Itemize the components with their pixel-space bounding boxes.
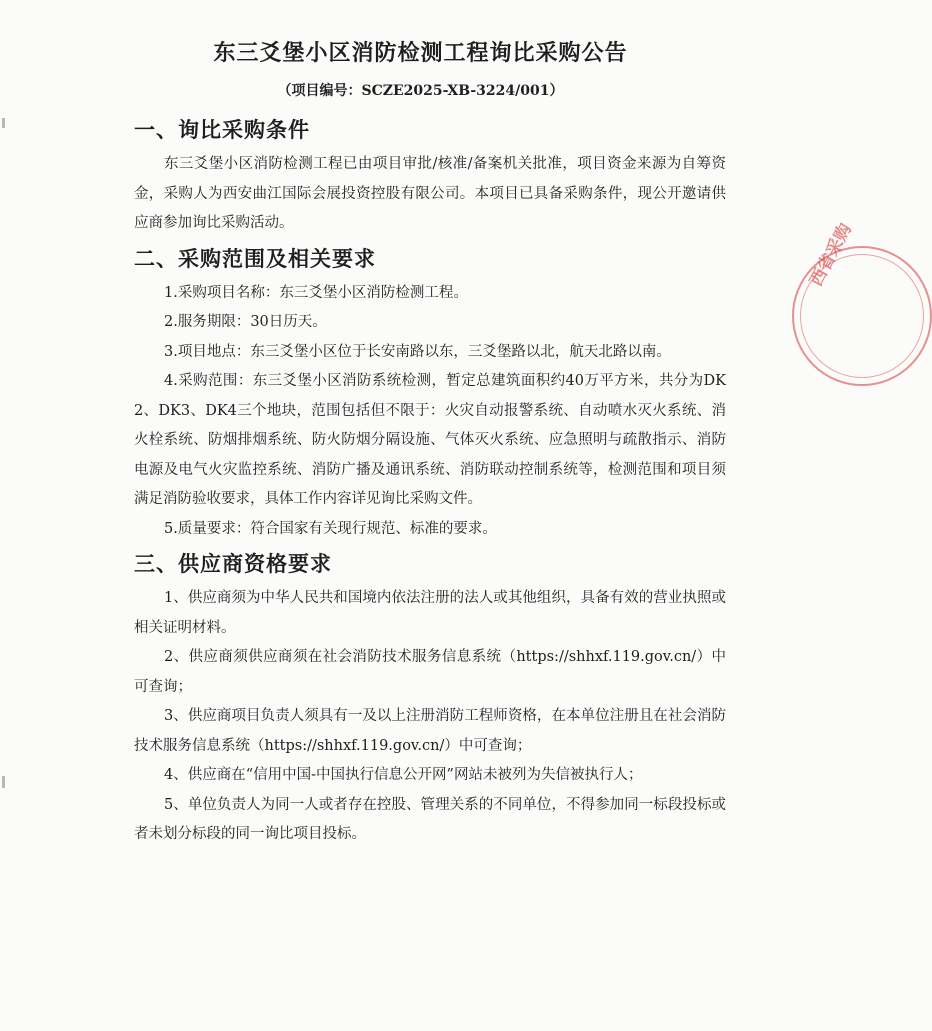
project-number: （项目编号：SCZE2025-XB-3224/001）	[277, 83, 564, 99]
section-scope-requirements	[134, 239, 726, 545]
paragraph: 4.采购范围：东三爻堡小区消防系统检测，暂定总建筑面积约40万平方米，共分为DK2、DK3、DK4三个地块，范围包括但不限于：火灾自动报警系统、自动喷水灭火系统、消火栓系统、防烟排烟系统、防火防烟分隔设施、气体灭火系统、应急照明与疏散指示、消防电源及电气火灾监控系统、消防广播及通讯系统、消防联动控制系统等，检测范围和项目须满足消防验收要求，具体工作内容详见询比采购文件。	[134, 373, 726, 507]
paragraph: 4、供应商在“信用中国-中国执行信息公开网”网站未被列为失信被执行人；	[164, 767, 643, 783]
section-procurement-conditions	[134, 110, 726, 239]
seal-text: 西省采购	[806, 220, 856, 290]
paragraph: 5、单位负责人为同一人或者存在控股、管理关系的不同单位，不得参加同一标段投标或者未划分标段的同一询比项目投标。	[134, 796, 726, 842]
paragraph: 2.服务期限：30日历天。	[164, 314, 327, 330]
binder-mark	[2, 118, 5, 128]
paragraph: 5.质量要求：符合国家有关现行规范、标准的要求。	[164, 520, 497, 537]
paragraph: 3、供应商项目负责人须具有一及以上注册消防工程师资格，在本单位注册且在社会消防技术服务信息系统（https://shhxf.119.gov.cn/）中可查询；	[134, 708, 726, 754]
official-seal	[792, 220, 856, 396]
paragraph: 1.采购项目名称：东三爻堡小区消防检测工程。	[164, 284, 468, 301]
binder-mark	[2, 776, 5, 788]
section-heading: 一、询比采购条件	[134, 118, 310, 142]
section-supplier-qualifications	[134, 544, 726, 850]
paragraph: 2、供应商须供应商须在社会消防技术服务信息系统（https://shhxf.119.gov.cn/）中可查询；	[134, 649, 726, 695]
document-body	[134, 110, 726, 850]
paragraph: 东三爻堡小区消防检测工程已由项目审批/核准/备案机关批准，项目资金来源为自筹资金，采购人为西安曲江国际会展投资控股有限公司。本项目已具备采购条件，现公开邀请供应商参加询比采购活动。	[134, 156, 726, 231]
section-heading: 三、供应商资格要求	[134, 552, 332, 576]
paragraph: 1、供应商须为中华人民共和国境内依法注册的法人或其他组织，具备有效的营业执照或相关证明材料。	[134, 590, 726, 636]
paragraph: 3.项目地点：东三爻堡小区位于长安南路以东，三爻堡路以北，航天北路以南。	[164, 343, 671, 360]
document-title: 东三爻堡小区消防检测工程询比采购公告	[213, 41, 628, 66]
seal-outer-ring	[792, 220, 932, 386]
section-heading: 二、采购范围及相关要求	[134, 246, 376, 271]
